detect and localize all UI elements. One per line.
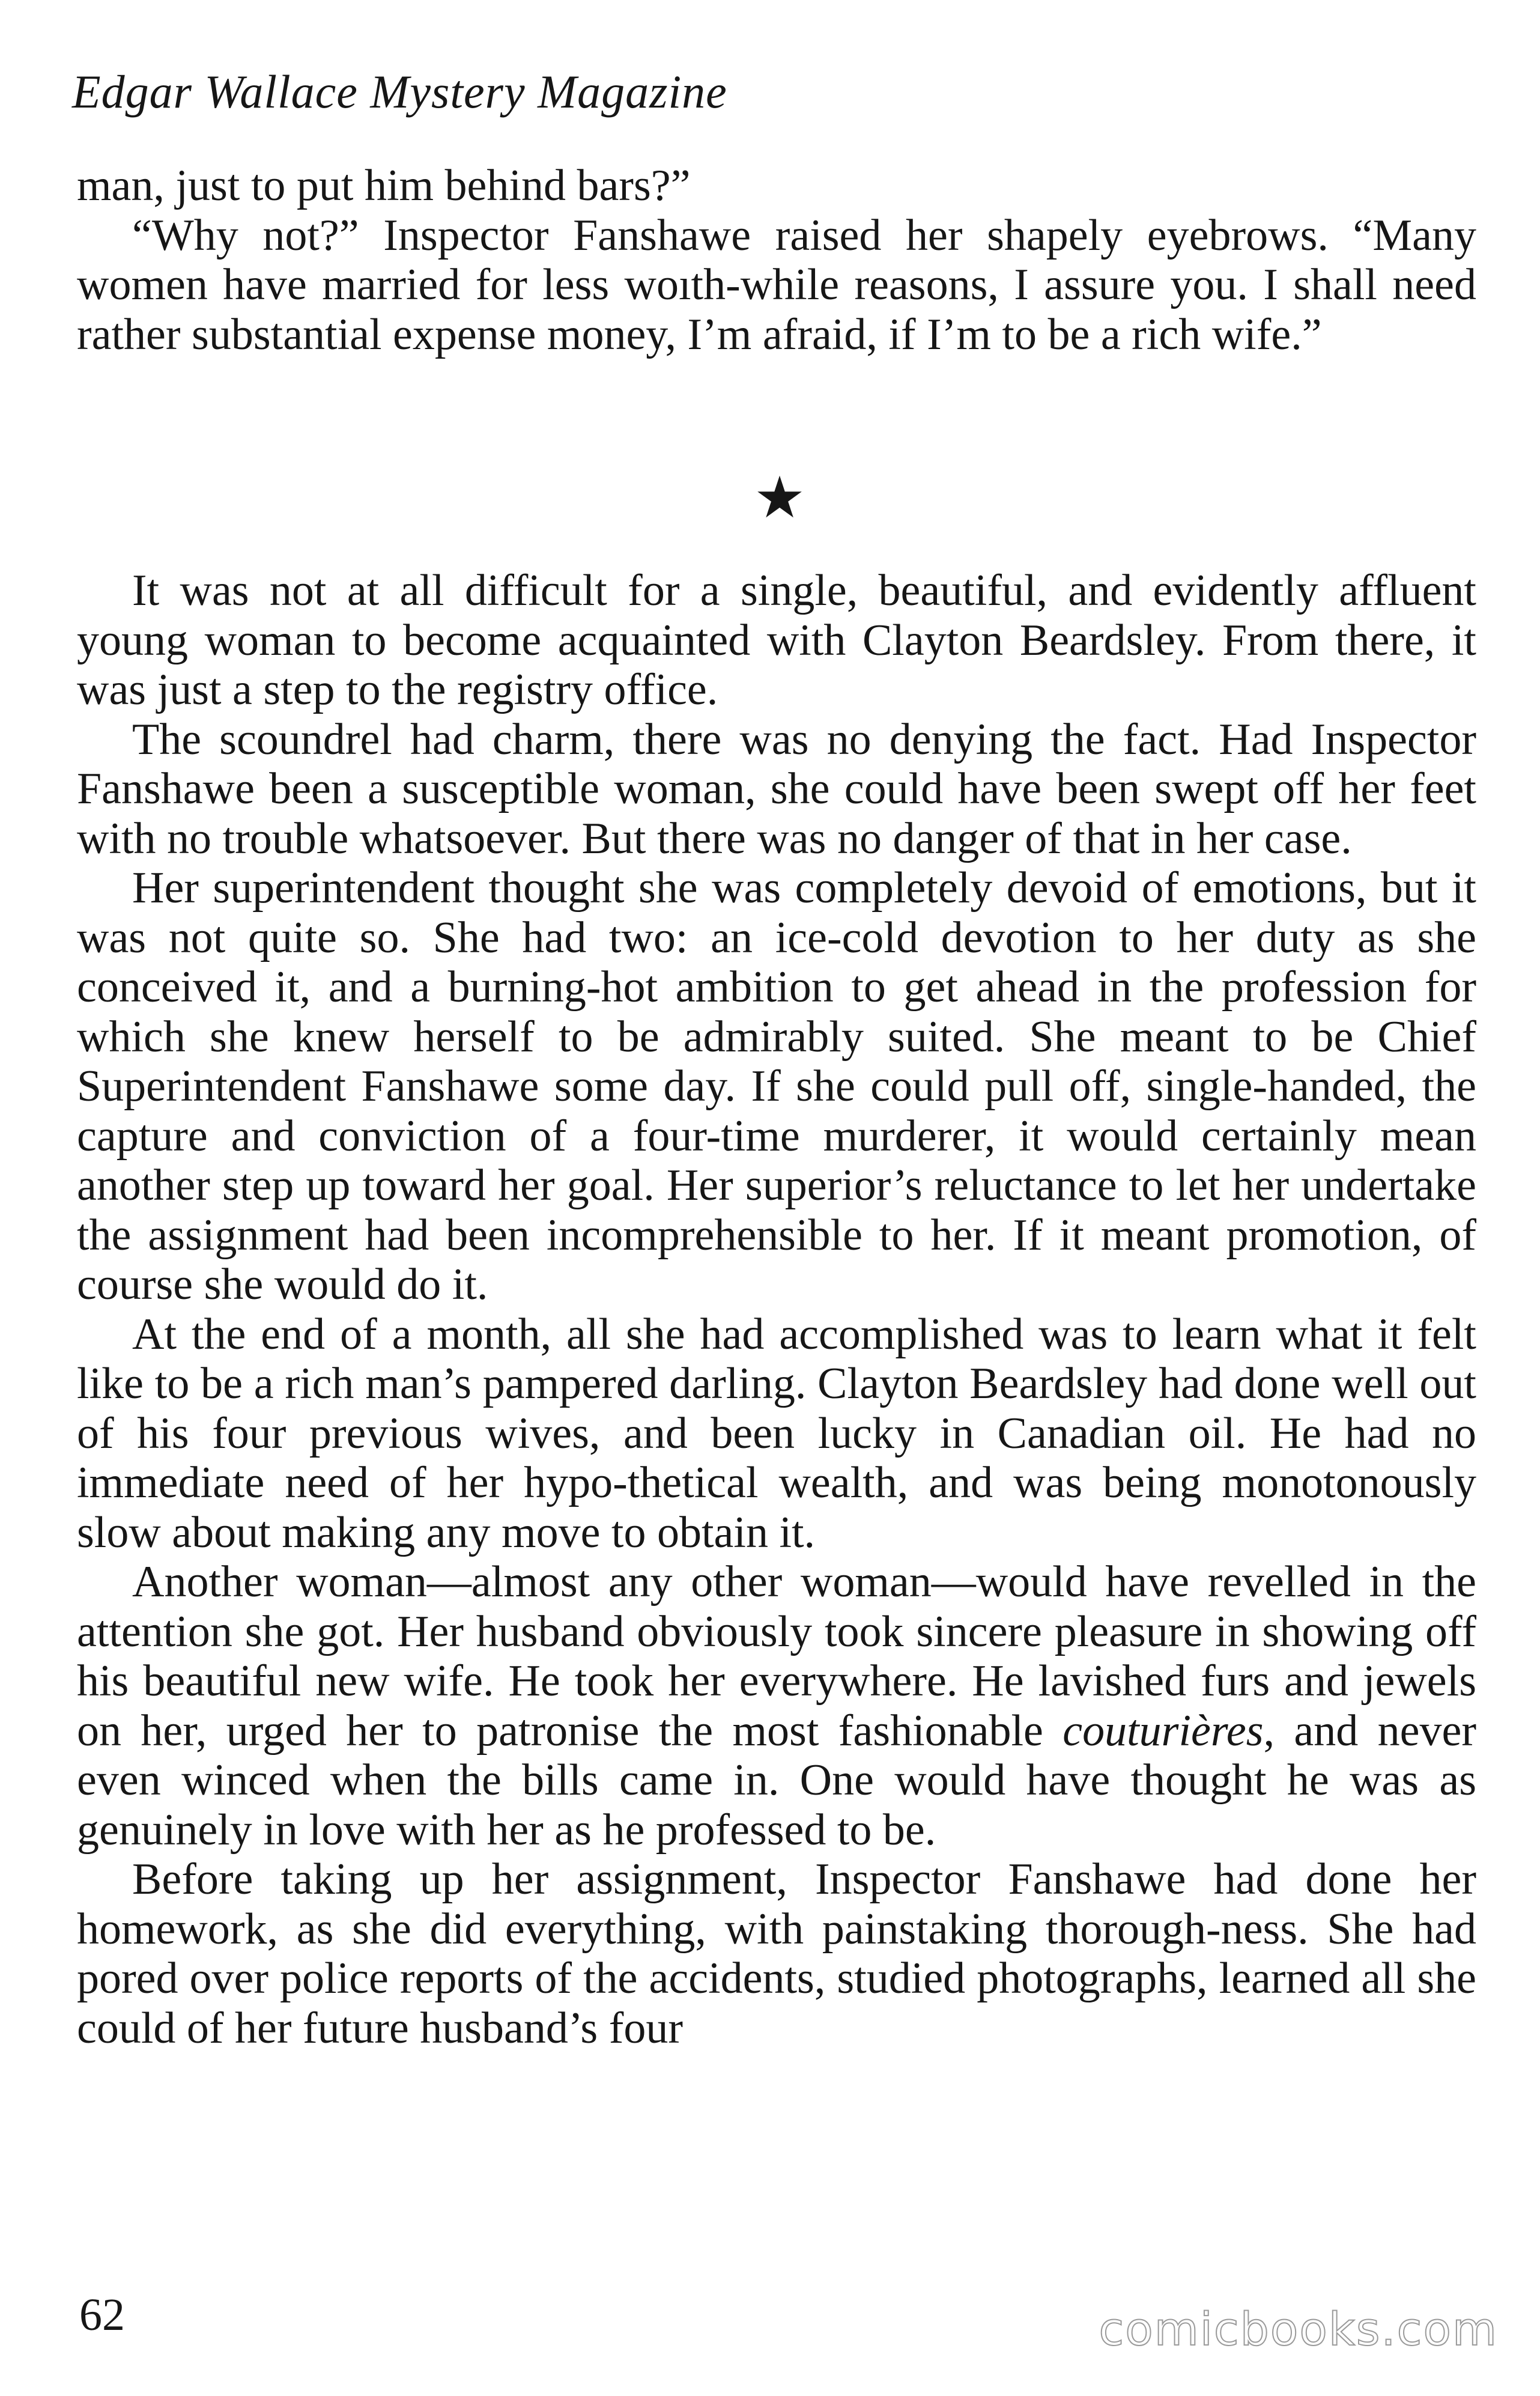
paragraph <box>77 1557 1476 1855</box>
paragraph: Before taking up her assignment, Inspector Fanshawe had done her homework, as she did everything, with painstaking thorough-ness. She had pored over police reports of the accidents, studied photographs, learned all she could of her future husband’s four <box>77 1855 1476 2053</box>
paragraph: The scoundrel had charm, there was no denying the fact. Had Inspector Fanshawe been a susceptible woman, she could have been swept off her feet with no trouble whatsoever. But there was no danger of that in her case. <box>77 714 1476 863</box>
paragraph: “Why not?” Inspector Fanshawe raised her shapely eyebrows. “Many women have married for less woıth-while reasons, I assure you. I shall need rather substantial expense money, I’m afraid, if I’m to be a rich wife.” <box>77 210 1476 359</box>
paragraph-text: , and never even winced when the bills came in. One would have thought he was as genuinely in love with her as he professed to be. <box>77 1706 1476 1855</box>
paragraph: It was not at all difficult for a single, beautiful, and evidently affluent young woman to become acquainted with Clayton Beardsley. From there, it was just a step to the registry office. <box>77 566 1476 714</box>
paragraph: At the end of a month, all she had accomplished was to learn what it felt like to be a rich man’s pampered darling. Clayton Beardsley had done well out of his four previous wives, and been lucky in Canadian oil. He had no immediate need of her hypo-thetical wealth, and was being monotonously slow about making any move to obtain it. <box>77 1309 1476 1557</box>
page-number: 62 <box>79 2290 125 2340</box>
paragraph-text: Another woman—almost any other woman—would have revelled in the attention she got. Her husband obviously took sincere pleasure in showing off his beautiful new wife. He took her everywhere. He lavished furs and jewels on her, urged her to patronise the most fashionable <box>77 1557 1476 1756</box>
site-watermark: comicbooks.com <box>1099 2302 1498 2356</box>
paragraph: Her superintendent thought she was completely devoid of emotions, but it was not quite so. She had two: an ice-cold devotion to her duty as she conceived it, and a burning-hot ambition to get ahead in the profession for which she knew herself to be admirably suited. She meant to be Chief Superintendent Fanshawe some day. If she could pull off, single-handed, the capture and conviction of a four-time murderer, it would certainly mean another step up toward her goal. Her superior’s reluctance to let her undertake the assignment had been incomprehensible to her. If it meant promotion, of course she would do it. <box>77 863 1476 1309</box>
italic-word: couturières <box>1063 1706 1264 1756</box>
body-text <box>77 566 1476 2053</box>
section-break-star-icon: ★ <box>754 464 806 531</box>
paragraph: man, just to put him behind bars?” <box>77 161 691 210</box>
opening-dialogue <box>77 161 1476 359</box>
running-header: Edgar Wallace Mystery Magazine <box>72 65 727 118</box>
